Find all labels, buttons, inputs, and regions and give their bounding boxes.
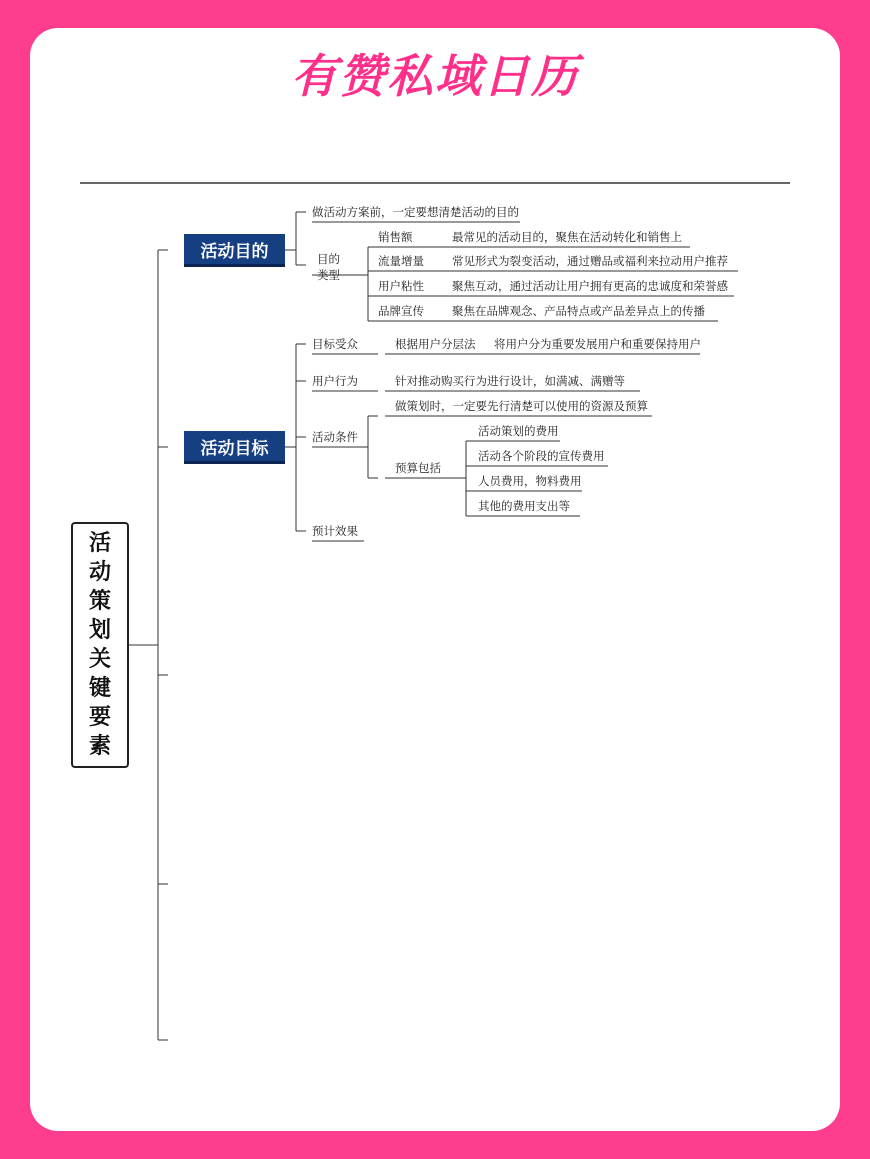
- branch-label: 目的 类型: [317, 252, 340, 282]
- branch-label: 预计效果: [312, 524, 358, 538]
- node-label: 做策划时，一定要先行清楚可以使用的资源及预算: [395, 399, 648, 413]
- leaf-label: 人员费用，物料费用: [478, 474, 582, 488]
- category-1: 活动目的: [184, 234, 285, 267]
- leaf-label: 活动策划的费用: [478, 424, 559, 438]
- node-description: 最常见的活动目的，聚焦在活动转化和销售上: [452, 230, 682, 244]
- node-label: 品牌宣传: [378, 304, 424, 318]
- branch-label: 活动条件: [312, 430, 358, 444]
- root-label: 活动策划关键要素: [88, 530, 111, 760]
- branch-label: 用户行为: [312, 374, 358, 388]
- branch-label: 目标受众: [312, 337, 358, 351]
- node-label: 针对推动购买行为进行设计，如满减、满赠等: [395, 374, 625, 388]
- branch-label: 做活动方案前，一定要想清楚活动的目的: [312, 205, 519, 219]
- node-label: 销售额: [378, 230, 413, 244]
- page-title: 有赞私域日历: [291, 49, 579, 103]
- leaf-label: 其他的费用支出等: [478, 499, 570, 513]
- node-description: 聚焦互动，通过活动让用户拥有更高的忠诚度和荣誉感: [452, 279, 728, 293]
- node-description: 聚焦在品牌观念、产品特点或产品差异点上的传播: [452, 304, 705, 318]
- category-2: 活动目标: [184, 431, 285, 464]
- leaf-label: 活动各个阶段的宣传费用: [478, 449, 605, 463]
- node-label: 预算包括: [395, 461, 441, 475]
- node-label: 根据用户分层法: [395, 337, 476, 351]
- node-label: 用户粘性: [378, 279, 424, 293]
- node-label: 流量增量: [378, 254, 424, 268]
- root-node: [71, 522, 129, 768]
- node-description: 常见形式为裂变活动，通过赠品或福利来拉动用户推荐: [452, 254, 728, 268]
- node-description: 将用户分为重要发展用户和重要保持用户: [494, 337, 701, 351]
